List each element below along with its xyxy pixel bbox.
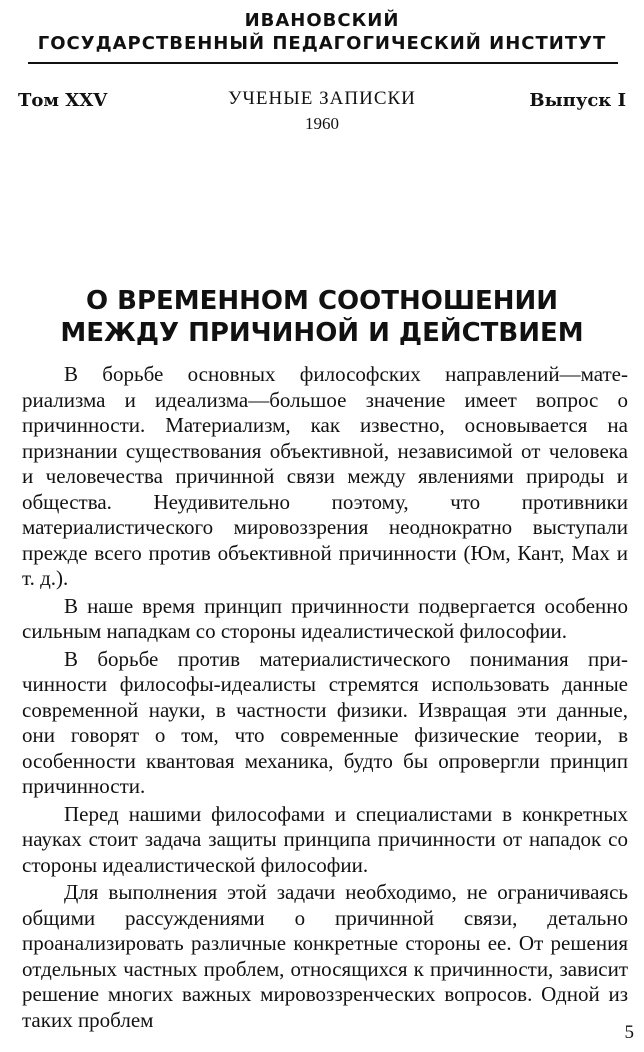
- paragraph: Для выполнения этой задачи необходимо, не ограничиваясь общими рассуждениями о причинной связи, детально проанализировать различные конкретные стороны ее. От решения отдельных частных проблем, относящихся к причинности, зависит решение многих важных мировоззренческих вопросов. Одной из таких проблем: [22, 880, 628, 1032]
- article-title-line2: МЕЖДУ ПРИЧИНОЙ И ДЕЙСТВИЕМ: [60, 318, 584, 348]
- paragraph: В борьбе основных философских направлений—материализма и идеализма—большое значение имеет вопрос о причинности. Материализм, как известно, основывается на признании существования объективной, независимой от человека и человечества причинной связи между явлениями природы и общества. Неудивительно поэтому, что противники материалистического мировоззрения неоднократно выступали прежде всего против объективной причинности (Юм, Кант, Мах и т. д.).: [22, 362, 628, 590]
- paragraph: Перед нашими философами и специалистами в конкретных науках стоит задача защиты принципа причинности от нападок со стороны идеалистической философии.: [22, 801, 628, 877]
- page-number: 5: [624, 1022, 634, 1043]
- article-title-line1: О ВРЕМЕННОМ СООТНОШЕНИИ: [85, 286, 558, 316]
- header-rule: [28, 62, 618, 64]
- institute-name-line1: ИВАНОВСКИЙ: [244, 10, 400, 31]
- volume-label: Том XXV: [18, 90, 108, 111]
- paragraph: В наше время принцип причинности подвергается особенно сильным нападкам со стороны идеалистической философии.: [22, 593, 628, 643]
- publication-year: 1960: [305, 114, 339, 133]
- institute-name-line2: ГОСУДАРСТВЕННЫЙ ПЕДАГОГИЧЕСКИЙ ИНСТИТУТ: [37, 33, 607, 54]
- series-title: УЧЕНЫЕ ЗАПИСКИ: [228, 88, 416, 109]
- issue-label: Выпуск I: [529, 90, 626, 111]
- paragraph: В борьбе против материалистического понимания причинности философы-идеалисты стремятся использовать данные современной науки, в частности физики. Извращая эти данные, они говорят о том, что современные физические теории, в особенности квантовая механика, будто бы опровергли принцип причинности.: [22, 646, 628, 798]
- article-body: [22, 362, 628, 1035]
